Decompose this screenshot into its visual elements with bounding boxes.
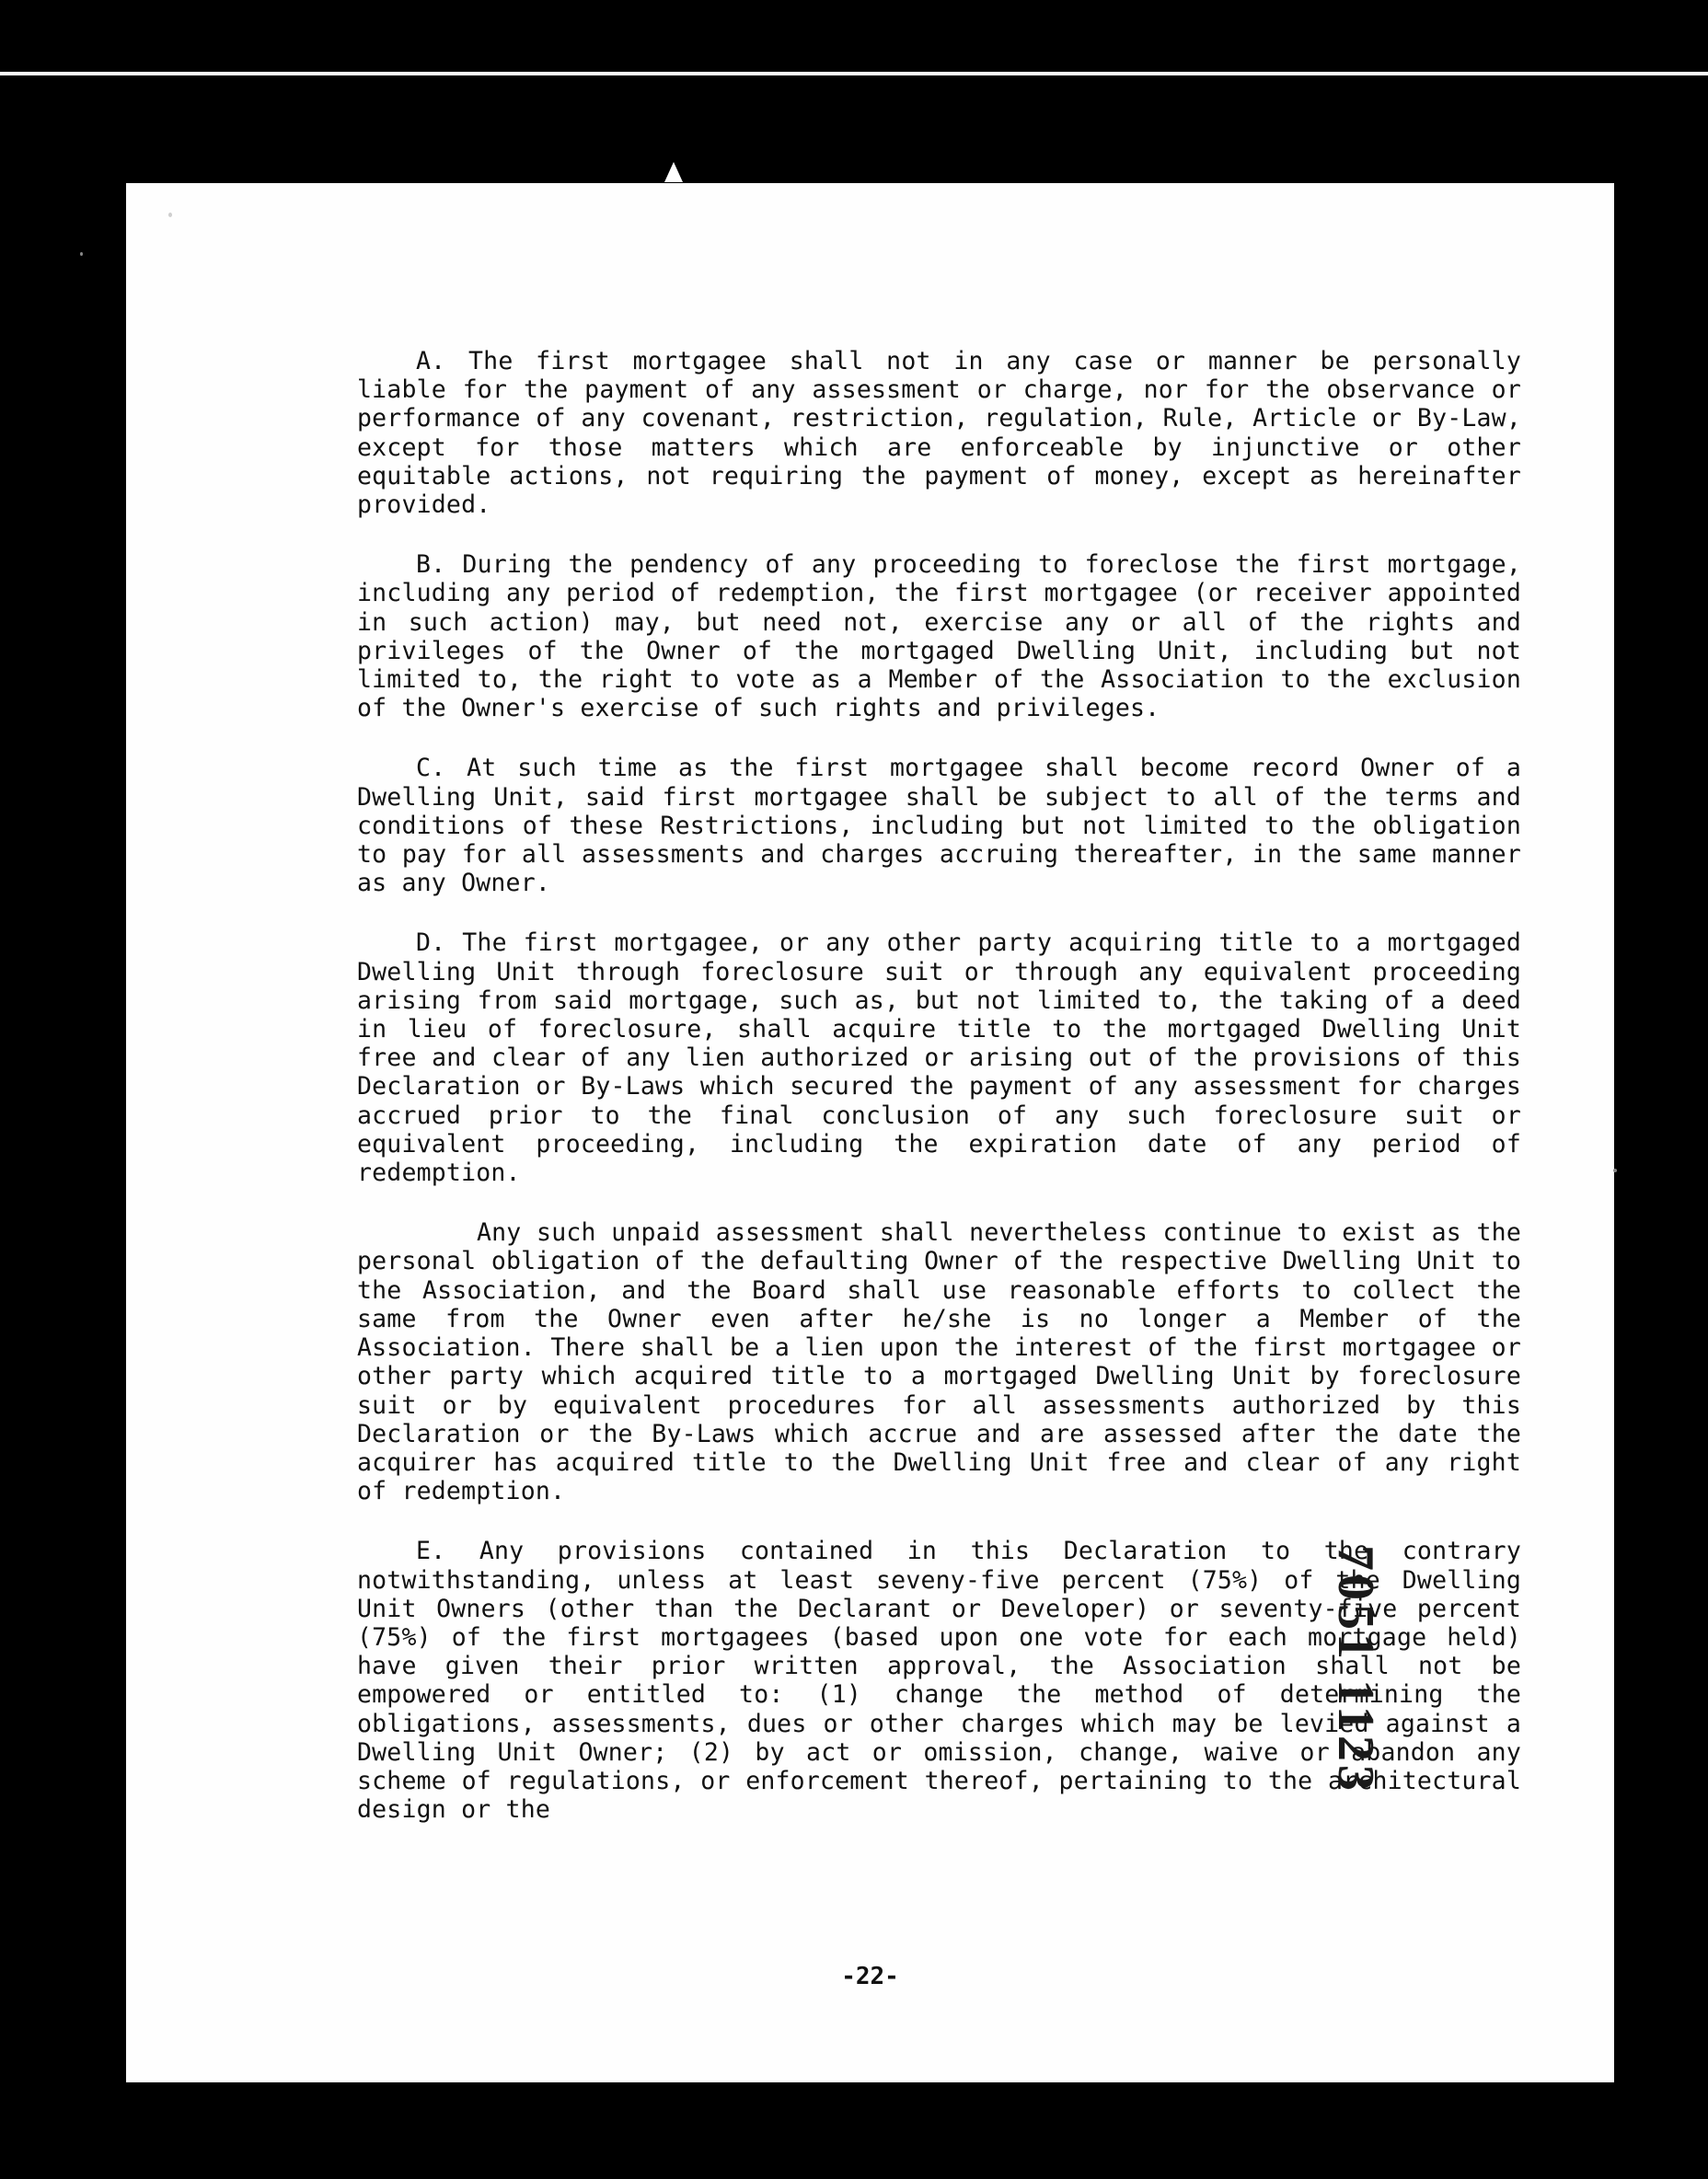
scan-speck <box>168 213 172 217</box>
page-number: -22- <box>841 1963 899 1990</box>
paragraph-b: B. During the pendency of any proceeding to foreclose the first mortgage, including any period of redemption, the first mortgagee (or receiver appointed in such action) may, but need not, exercise any or all of the rights and privileges of the Owner of the mortgaged Dwelling Unit, including but not limited to, the right to vote as a Member of the Association to the exclusion of the Owner's exercise of such rights and privileges. <box>357 550 1521 723</box>
scan-edge-strip <box>0 72 1708 75</box>
document-stamp-number: 7051 1123 <box>1327 1545 1384 1794</box>
paragraph-c: C. At such time as the first mortgagee shall become record Owner of a Dwelling Unit, said first mortgagee shall be subject to all of the terms and conditions of these Restrictions, including but not limited to the obligation to pay for all assessments and charges accruing thereafter, in the same manner as any Owner. <box>357 754 1521 898</box>
paragraph-a: A. The first mortgagee shall not in any case or manner be personally liable for the payment of any assessment or charge, nor for the observance or performance of any covenant, restriction, regulation, Rule, Article or By-Law, except for those matters which are enforceable by injunctive or other equitable actions, not requiring the payment of money, except as hereinafter provided. <box>357 347 1521 520</box>
paragraph-d: D. The first mortgagee, or any other party acquiring title to a mortgaged Dwelling Unit through foreclosure suit or through any equivalent proceeding arising from said mortgage, such as, but not limited to, the taking of a deed in lieu of foreclosure, shall acquire title to the mortgaged Dwelling Unit free and clear of any lien authorized or arising out of the provisions of this Declaration or By-Laws which secured the payment of any assessment for charges accrued prior to the final conclusion of any such foreclosure suit or equivalent proceeding, including the expiration date of any period of redemption. <box>357 928 1521 1188</box>
document-page <box>126 183 1614 2082</box>
scan-artifact <box>664 162 683 182</box>
paragraph-e: E. Any provisions contained in this Declaration to the contrary notwithstanding, unless at least seveny-five percent (75%) of the Dwelling Unit Owners (other than the Declarant or Developer) or seventy-five percent (75%) of the first mortgagees (based upon one vote for each mortgage held) have given their prior written approval, the Association shall not be empowered or entitled to: (1) change the method of determining the obligations, assessments, dues or other charges which may be levied against a Dwelling Unit Owner; (2) by act or omission, change, waive or abandon any scheme of regulations, or enforcement thereof, pertaining to the architectural design or the <box>357 1537 1521 1825</box>
scan-speck <box>1613 1169 1617 1172</box>
scan-speck <box>80 252 83 256</box>
paragraph-d-continuation: Any such unpaid assessment shall nevertheless continue to exist as the personal obligation of the defaulting Owner of the respective Dwelling Unit to the Association, and the Board shall use reasonable efforts to collect the same from the Owner even after he/she is no longer a Member of the Association. There shall be a lien upon the interest of the first mortgagee or other party which acquired title to a mortgaged Dwelling Unit by foreclosure suit or by equivalent procedures for all assessments authorized by this Declaration or the By-Laws which accrue and are assessed after the date the acquirer has acquired title to the Dwelling Unit free and clear of any right of redemption. <box>357 1218 1521 1506</box>
